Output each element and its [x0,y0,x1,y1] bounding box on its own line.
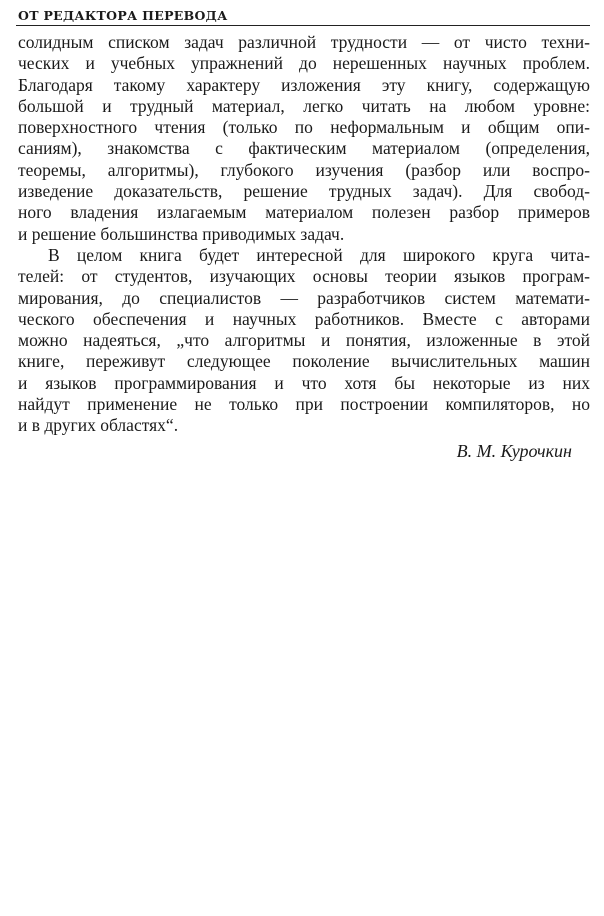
text-line: саниям), знакомства с фактическим материалом (определения, [18,138,590,159]
text-line: ческого обеспечения и научных работников. Вместе с авторами [18,308,590,329]
text-line: изведение доказательств, решение трудных задач). Для свобод- [18,181,590,202]
text-line: теоремы, алгоритмы), глубокого изучения (разбор или воспро- [18,159,590,180]
text-line: и решение большинства приводимых задач. [18,223,345,244]
text-line: можно надеяться, „что алгоритмы и понятия, изложенные в этой [18,330,590,351]
text-line: книге, переживут следующее поколение вычислительных машин [18,351,590,372]
text-line: поверхностного чтения (только по неформальным и общим опи- [18,117,590,138]
text-line: Благодаря такому характеру изложения эту книгу, содержащую [18,74,590,95]
header-rule [16,25,590,26]
text-line: большой и трудный материал, легко читать на любом уровне: [18,95,590,116]
text-line: солидным списком задач различной трудности — от чисто техни- [18,32,590,52]
text-line: В целом книга будет интересной для широкого круга чита- [48,244,590,265]
text-line: телей: от студентов, изучающих основы теории языков програм- [18,266,590,287]
text-line: мирования, до специалистов — разработчиков систем математи- [18,287,590,308]
text-line: ного владения излагаемым материалом полезен разбор примеров [18,202,590,223]
body-text [18,32,590,437]
text-line: и в других областях“. [18,415,179,436]
running-head: ОТ РЕДАКТОРА ПЕРЕВОДА [18,8,228,23]
signature: В. М. Курочкин [456,441,572,461]
text-line: ческих и учебных упражнений до нерешенных научных проблем. [18,53,590,74]
text-line: найдут применение не только при построении компиляторов, но [18,394,590,415]
text-line: и языков программирования и что хотя бы некоторые из них [18,372,590,393]
